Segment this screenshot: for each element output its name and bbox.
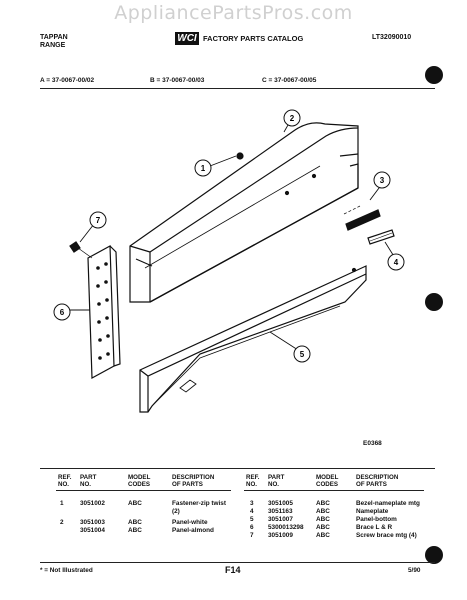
screw xyxy=(70,242,92,258)
nameplate xyxy=(368,230,394,244)
callout-6 xyxy=(54,304,70,320)
footer-note: * = Not Illustrated xyxy=(40,567,93,574)
callout-3 xyxy=(374,172,390,188)
row-desc: Fastener-zip twist xyxy=(172,500,226,507)
row-desc: Panel-almond xyxy=(172,527,214,534)
row-model: ABC xyxy=(128,527,142,534)
row-part: 5300013298 xyxy=(268,524,304,531)
row-model: ABC xyxy=(316,500,330,507)
footer-date: 5/90 xyxy=(408,567,421,574)
callout-4 xyxy=(388,254,404,270)
svg-text:4: 4 xyxy=(393,258,399,267)
header-model-codes-right: MODEL CODES xyxy=(316,474,339,488)
row-model: ABC xyxy=(316,508,330,515)
row-part: 3051009 xyxy=(268,532,293,539)
header-rule xyxy=(40,88,435,89)
binder-hole-middle xyxy=(425,293,443,311)
binder-hole-top xyxy=(425,66,443,84)
row-ref: 5 xyxy=(250,516,254,523)
row-model: ABC xyxy=(316,524,330,531)
watermark: AppliancePartsPros.com xyxy=(114,2,353,24)
row-part: 3051004 xyxy=(80,527,105,534)
row-model: ABC xyxy=(316,532,330,539)
callout-7 xyxy=(90,212,106,228)
model-a: A = 37-0067-00/02 xyxy=(40,77,95,84)
row-part: 3051003 xyxy=(80,519,105,526)
row-desc: (2) xyxy=(172,508,180,515)
header-ref-no-right: REF. NO. xyxy=(246,474,260,488)
page-number: F14 xyxy=(225,565,241,575)
row-desc: Panel-white xyxy=(172,519,208,526)
svg-text:3: 3 xyxy=(379,176,385,185)
row-model: ABC xyxy=(316,516,330,523)
catalog-title: FACTORY PARTS CATALOG xyxy=(203,34,304,43)
brace xyxy=(88,246,120,378)
model-b: B = 37-0067-00/03 xyxy=(150,77,205,84)
row-ref: 1 xyxy=(60,500,64,507)
header-model-codes: MODEL CODES xyxy=(128,474,151,488)
row-desc: Brace L & R xyxy=(356,524,393,531)
footer-rule xyxy=(40,562,435,563)
wci-logo: WCI xyxy=(175,32,199,45)
callout-2 xyxy=(284,110,300,126)
row-model: ABC xyxy=(128,519,142,526)
header-underline-right xyxy=(244,490,424,491)
brand-name: TAPPAN xyxy=(40,34,68,41)
row-desc: Screw brace mtg (4) xyxy=(356,532,417,539)
svg-text:2: 2 xyxy=(289,114,295,123)
row-model: ABC xyxy=(128,500,142,507)
row-ref: 7 xyxy=(250,532,254,539)
row-part: 3051005 xyxy=(268,500,293,507)
header-ref-no: REF. NO. xyxy=(58,474,72,488)
row-part: 3051163 xyxy=(268,508,293,515)
header-underline-left xyxy=(56,490,231,491)
model-c: C = 37-0067-00/05 xyxy=(262,77,317,84)
row-desc: Bezel-nameplate mtg xyxy=(356,500,420,507)
catalog-number: LT32090010 xyxy=(372,34,412,41)
row-ref: 2 xyxy=(60,519,64,526)
nameplate-bezel xyxy=(344,206,380,230)
header-part-no: PART NO. xyxy=(80,474,97,488)
svg-text:5: 5 xyxy=(299,350,305,359)
header-part-no-right: PART NO. xyxy=(268,474,285,488)
svg-text:6: 6 xyxy=(59,308,65,317)
backguard-upper-panel xyxy=(130,123,358,302)
exploded-parts-diagram xyxy=(40,96,420,456)
row-part: 3051007 xyxy=(268,516,293,523)
table-top-rule xyxy=(40,468,435,469)
row-part: 3051002 xyxy=(80,500,105,507)
header-description-right: DESCRIPTION OF PARTS xyxy=(356,474,399,488)
callout-1 xyxy=(195,160,211,176)
row-ref: 6 xyxy=(250,524,254,531)
svg-text:7: 7 xyxy=(95,216,101,225)
row-ref: 3 xyxy=(250,500,254,507)
svg-text:1: 1 xyxy=(200,164,206,173)
callout-5 xyxy=(294,346,310,362)
header-description: DESCRIPTION OF PARTS xyxy=(172,474,215,488)
figure-code: E0368 xyxy=(363,440,382,447)
row-desc: Panel-bottom xyxy=(356,516,397,523)
brand-product: RANGE xyxy=(40,42,66,49)
row-ref: 4 xyxy=(250,508,254,515)
row-desc: Nameplate xyxy=(356,508,389,515)
